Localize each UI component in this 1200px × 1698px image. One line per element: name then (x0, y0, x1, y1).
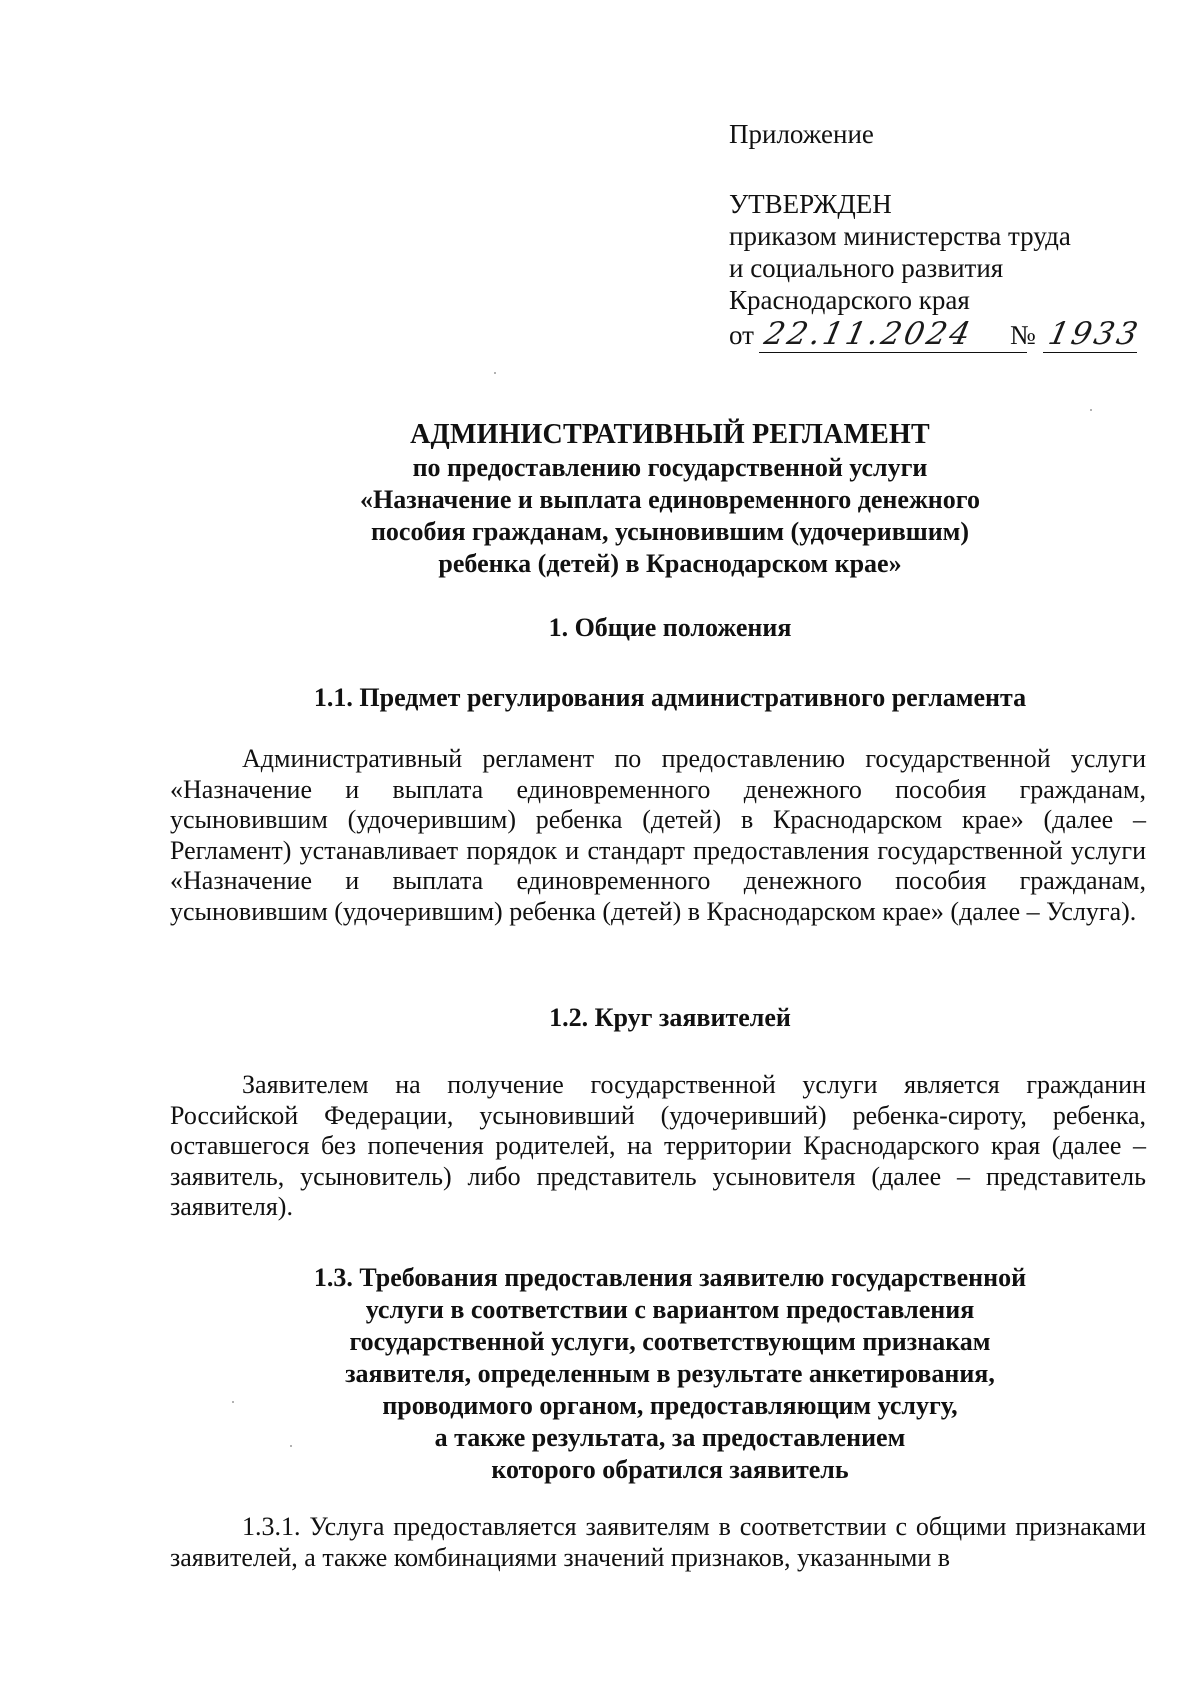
title-main: АДМИНИСТРАТИВНЫЙ РЕГЛАМЕНТ (410, 419, 930, 450)
number-field (1043, 316, 1144, 353)
section-1-1-paragraph: Административный регламент по предоставлению государственной услуги «Назначение и выплата единовременного денежного пособия гражданам, усыновившим (удочерившим) ребенка (детей) в Краснодарском крае» (далее – Регламент) устанавливает порядок и стандарт предоставления государственной услуги «Назначение и выплата единовременного денежного пособия гражданам, усыновившим (удочерившим) ребенка (детей) в Краснодарском крае» (далее – Услуга). (170, 744, 1146, 926)
scan-speck (494, 372, 496, 374)
appendix-label: Приложение (729, 119, 874, 149)
approval-line-2: и социального развития (729, 253, 1004, 283)
number-sign: № (1010, 320, 1036, 350)
approved-label: УТВЕРЖДЕН (729, 189, 892, 219)
handwritten-number: 1933 (1045, 316, 1144, 352)
handwritten-date: 22.11.2024 (761, 316, 977, 352)
title-subtitle: по предоставлению государственной услуги «Назначение и выплата единовременного денежного пособия гражданам, усыновившим (удочерившим) ребенка (детей) в Краснодарском крае» (360, 453, 980, 578)
document-title (170, 418, 1170, 580)
section-1-3-1-paragraph: 1.3.1. Услуга предоставляется заявителям в соответствии с общими признаками заявителей, а также комбинациями значений признаков, указанными в (170, 1512, 1146, 1572)
scan-speck (1090, 409, 1092, 411)
approval-block (729, 188, 1144, 354)
approval-line-3: Краснодарского края (729, 285, 970, 315)
section-1-1-heading: 1.1. Предмет регулирования административного регламента (313, 683, 1027, 712)
date-prefix: от (729, 320, 754, 350)
section-1-3-heading: 1.3. Требования предоставления заявителю государственной услуги в соответствии с вариантом предоставления государственной услуги, соответствующим признакам заявителя, определенным в результате анкетирования, проводимого органом, предоставляющим услугу, а также результата, за предоставлением которого обратился заявитель (313, 1263, 1027, 1484)
scan-speck (290, 1445, 292, 1447)
section-1-2-paragraph: Заявителем на получение государственной услуги является гражданин Российской Федерации, усыновивший (удочеривший) ребенка-сироту, ребенка, оставшегося без попечения родителей, на территории Краснодарского края (далее – заявитель, усыновитель) либо представитель усыновителя (далее – представитель заявителя). (170, 1070, 1146, 1221)
scan-speck (232, 1401, 234, 1403)
section-1-heading: 1. Общие положения (548, 613, 792, 642)
section-1-2-heading: 1.2. Круг заявителей (549, 1003, 791, 1032)
approval-line-1: приказом министерства труда (729, 221, 1071, 251)
order-date-number-line (729, 316, 1144, 354)
date-field (759, 316, 1027, 353)
